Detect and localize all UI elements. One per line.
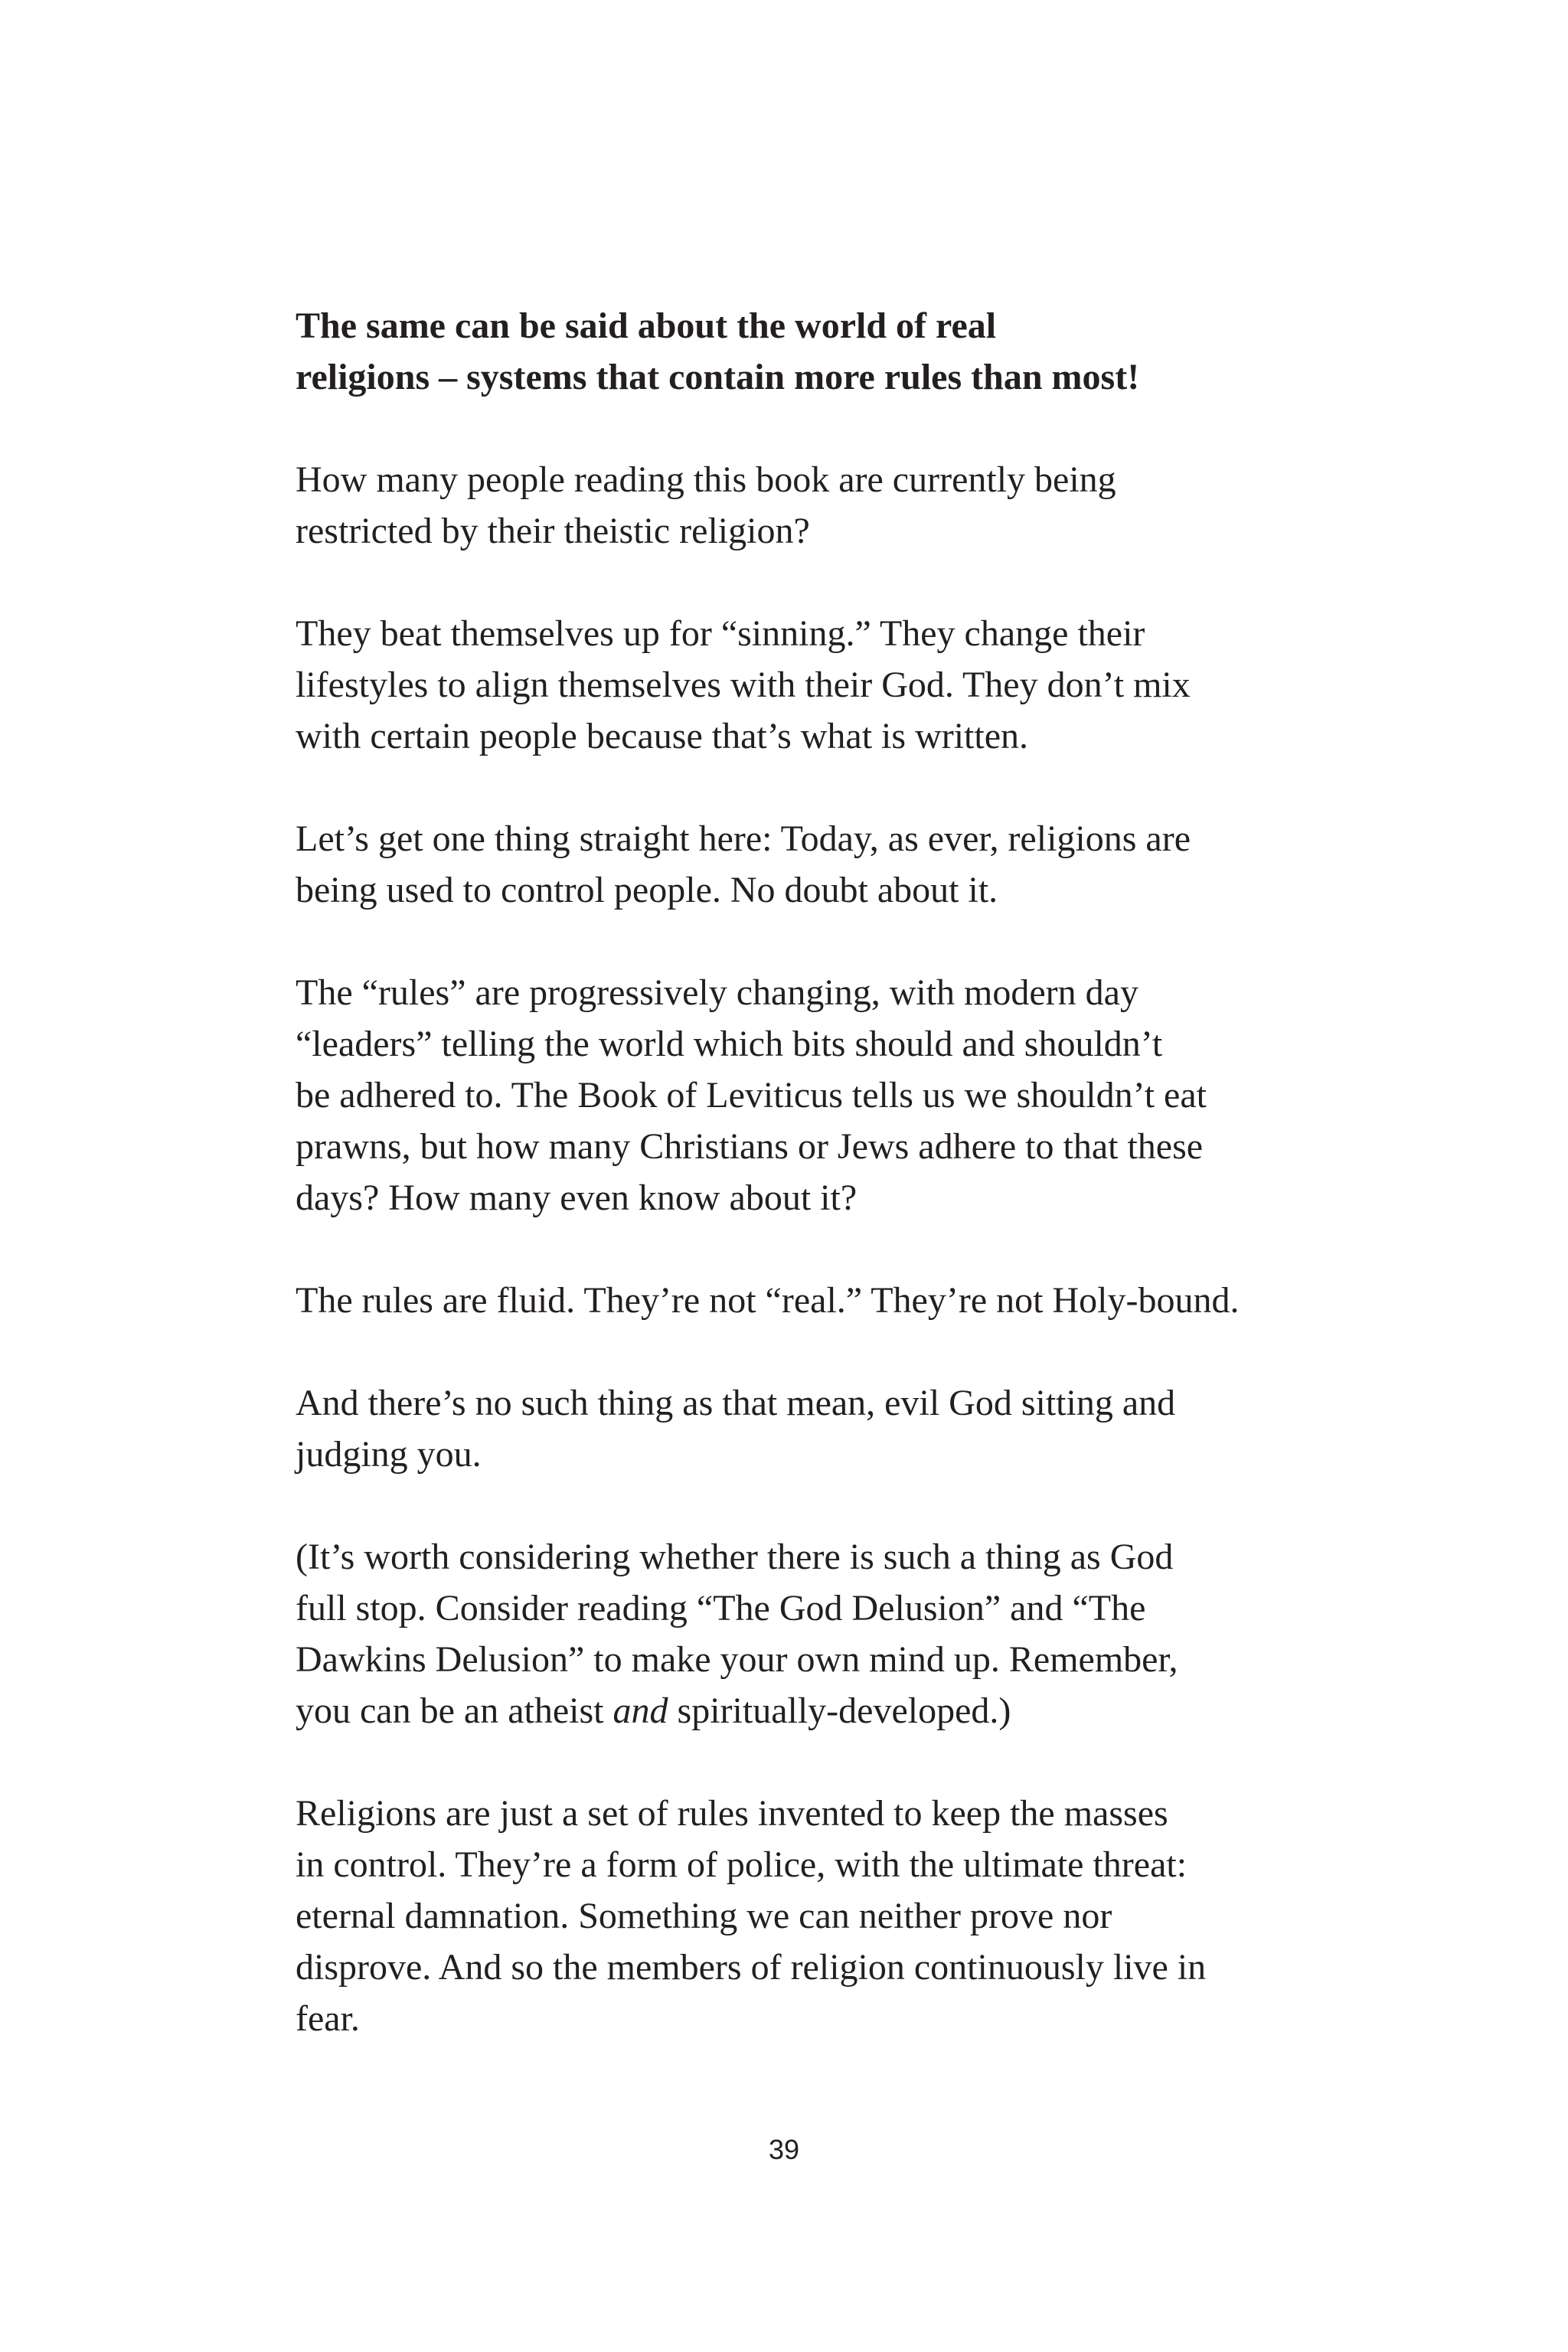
paragraph-4: The “rules” are progressively changing, with modern day “leaders” telling the world which bits should and shouldn’t be adhered to. The Book of Leviticus tells us we shouldn’t eat prawns, but how many Christians or Jews adhere to that these days? How many even know about it?	[296, 972, 1207, 1218]
paragraph-2: They beat themselves up for “sinning.” They change their lifestyles to align themselves with their God. They don’t mix with certain people because that’s what is written.	[296, 613, 1191, 756]
paragraph-3: Let’s get one thing straight here: Today, as ever, religions are being used to control people. No doubt about it.	[296, 818, 1191, 910]
paragraph-5: The rules are fluid. They’re not “real.” They’re not Holy-bound.	[296, 1280, 1240, 1321]
body-text	[296, 300, 1314, 2044]
paragraph-1: How many people reading this book are currently being restricted by their theistic religion?	[296, 459, 1116, 551]
closing-paragraph: Religions are just a set of rules invented to keep the masses in control. They’re a form of police, with the ultimate threat: eternal damnation. Something we can neither prove nor disprove. And so the members of religion continuously live in fear.	[296, 1793, 1207, 2039]
aside-text-after: spiritually-developed.)	[668, 1690, 1011, 1731]
aside-paragraph	[296, 1531, 1314, 1736]
aside-emphasis: and	[612, 1690, 668, 1731]
page-number: 39	[768, 2134, 800, 2165]
bold-heading-paragraph: The same can be said about the world of real religions – systems that contain more rules than most!	[296, 305, 1140, 397]
aside-text-before: (It’s worth considering whether there is such a thing as God full stop. Consider reading “The God Delusion” and “The Dawkins Delusion” to make your own mind up. Remember, you can be an atheist	[296, 1537, 1178, 1731]
paragraph-6: And there’s no such thing as that mean, evil God sitting and judging you.	[296, 1383, 1176, 1475]
